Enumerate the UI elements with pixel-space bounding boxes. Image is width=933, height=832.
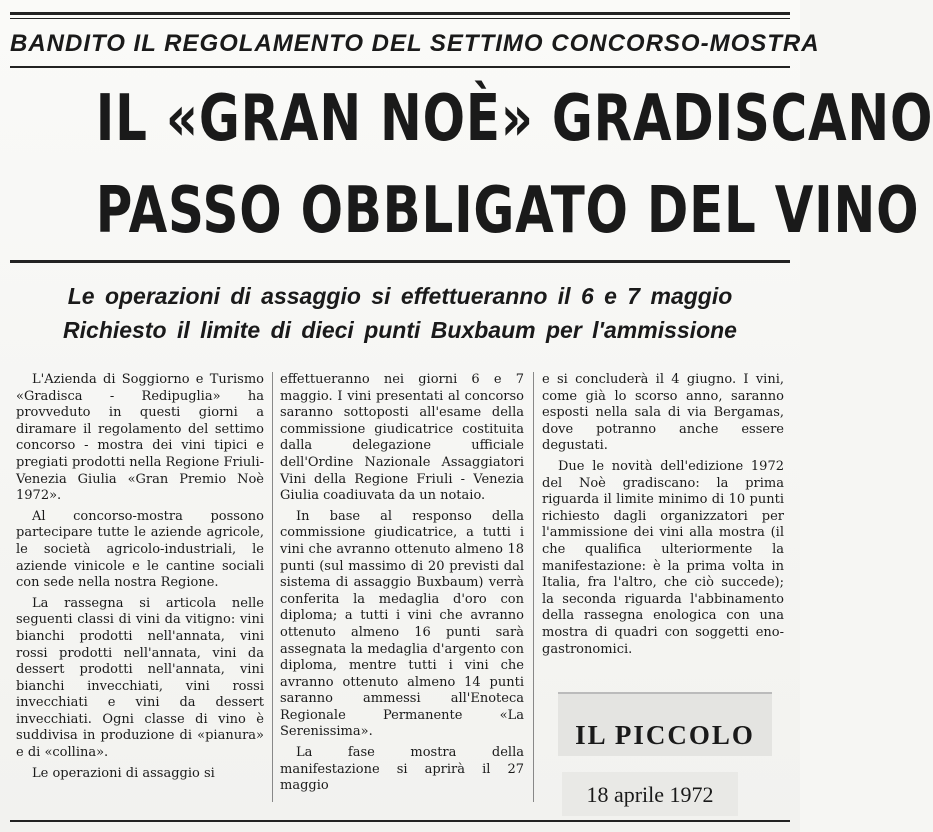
column-divider bbox=[533, 372, 534, 802]
subheadline-line-2: Richiesto il limite di dieci punti Buxbaum per l'ammissione bbox=[63, 317, 737, 343]
paragraph: La fase mostra della manifestazione si aprirà il 27 maggio bbox=[280, 745, 524, 794]
paragraph: e si concluderà il 4 giugno. I vini, come già lo scorso anno, saranno esposti nella sala di via Bergamas, dove potranno anche essere degustati. bbox=[542, 372, 784, 454]
top-rule bbox=[10, 12, 790, 15]
headline-line-2: PASSO OBBLIGATO DEL VINO bbox=[95, 174, 920, 248]
paragraph: Due le novità dell'edizione 1972 del Noè gradiscano: la prima riguarda il limite minimo di 10 punti richiesto dagli organizzatori per l'ammissione dei vini alla mostra (il che qualifica ulteriormente la manifestazione: è la prima volta in Italia, fra l'altro, che ciò succede); la seconda riguarda l'abbinamento della rassegna enologica con una mostra di quadri con soggetti eno-gastronomici. bbox=[542, 458, 784, 657]
paragraph: L'Azienda di Soggiorno e Turismo «Gradisca - Redipuglia» ha provveduto in questi giorni a diramare il regolamento del settimo concorso - mostra dei vini tipici e pregiati prodotti nella Regione Friuli-Venezia Giulia «Gran Premio Noè 1972». bbox=[16, 372, 264, 504]
headline-line-1: IL «GRAN NOÈ» GRADISCANO bbox=[95, 82, 933, 156]
kicker-rule bbox=[10, 66, 790, 68]
date-box bbox=[562, 772, 738, 816]
top-rule-thin bbox=[10, 18, 790, 19]
publication-date: 18 aprile 1972 bbox=[586, 782, 714, 807]
article-column-3 bbox=[542, 372, 784, 662]
article-column-2 bbox=[280, 372, 524, 799]
paragraph: Al concorso-mostra possono partecipare tutte le aziende agricole, le società agricolo-industriali, le aziende vinicole e le cantine sociali con sede nella nostra Regione. bbox=[16, 508, 264, 591]
column-divider bbox=[272, 372, 273, 802]
paragraph: Le operazioni di assaggio si bbox=[32, 765, 215, 781]
paragraph: In base al responso della commissione giudicatrice, a tutti i vini che avranno ottenuto almeno 18 punti (sul massimo di 20 previsti dal sistema di assaggio Buxbaum) verrà conferita la medaglia d'oro con diploma; a tutti i vini che avranno ottenuto almeno 16 punti sarà assegnata la medaglia d'argento con diploma, mentre tutti i vini che avranno ottenuto almeno 14 punti saranno ammessi all'Enoteca Regionale Permanente «La Serenissima». bbox=[280, 508, 524, 740]
paragraph: effettueranno nei giorni 6 e 7 maggio. I vini presentati al concorso saranno sottoposti all'esame della commissione giudicatrice costituita dalla delegazione ufficiale dell'Ordine Nazionale Assaggiatori Vini della Regione Friuli - Venezia Giulia coadiuvata da un notaio. bbox=[280, 372, 524, 504]
bottom-rule bbox=[10, 820, 790, 822]
kicker: BANDITO IL REGOLAMENTO DEL SETTIMO CONCORSO-MOSTRA bbox=[10, 30, 820, 57]
newspaper-name: IL PICCOLO bbox=[575, 720, 755, 750]
article-column-1 bbox=[16, 372, 264, 786]
subheadline-line-1: Le operazioni di assaggio si effettueranno il 6 e 7 maggio bbox=[67, 283, 733, 309]
headline-rule bbox=[10, 260, 790, 263]
paragraph: La rassegna si articola nelle seguenti classi di vini da vitigno: vini bianchi prodotti nell'annata, vini rossi prodotti nell'annata, vini da dessert prodotti nell'annata, vini bianchi invecchiati, vini rossi invecchiati e vini da dessert invecchiati. Ogni classe di vino è suddivisa in produzione di «pianura» e di «collina». bbox=[16, 595, 264, 761]
newspaper-masthead bbox=[558, 692, 772, 756]
